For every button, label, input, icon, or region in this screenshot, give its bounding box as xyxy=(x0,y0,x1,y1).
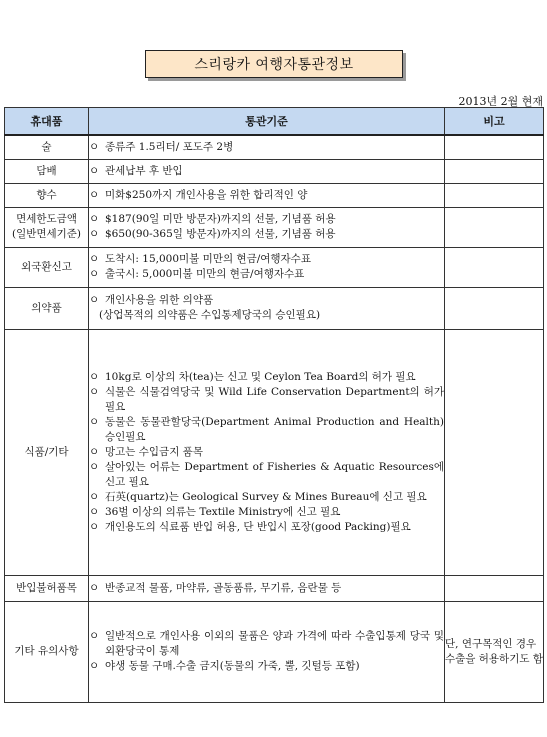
list-item: ㅇ 일반적으로 개인사용 이외의 물품은 양과 가격에 따라 수출입통제 당국 및 외환당국이 통제 xyxy=(89,630,444,657)
standard-cell xyxy=(89,287,445,329)
bullet-mark: ㅇ xyxy=(89,415,100,428)
category-cell: 향수 xyxy=(5,183,89,207)
row-food-etc xyxy=(5,329,544,575)
header-note: 비고 xyxy=(445,108,544,136)
list-item: ㅇ 미화$250까지 개인사용을 위한 합리적인 양 xyxy=(89,188,308,201)
header-category: 휴대품 xyxy=(5,108,89,136)
list-item: ㅇ 도착시: 15,000미불 미만의 현금/여행자수표 xyxy=(89,253,311,265)
row-duty-free-limit xyxy=(5,207,544,247)
list-item: ㅇ 출국시: 5,000미불 미만의 현금/여행자수표 xyxy=(89,268,305,280)
bullet-mark: ㅇ xyxy=(89,660,100,672)
category-cell: 술 xyxy=(5,135,89,159)
list-item: ㅇ 10kg로 이상의 차(tea)는 신고 및 Ceylon Tea Board의 허가 필요 xyxy=(89,370,416,383)
standard-cell xyxy=(89,207,445,247)
bullet-mark: ㅇ xyxy=(89,228,100,240)
bullet-mark: ㅇ xyxy=(89,164,100,177)
standard-cell xyxy=(89,135,445,159)
bullet-mark: ㅇ xyxy=(89,370,100,383)
note-cell xyxy=(445,287,544,329)
bullet-mark: ㅇ xyxy=(89,188,100,201)
category-cell: 외국환신고 xyxy=(5,247,89,287)
category-cell: 반입불허품목 xyxy=(5,575,89,601)
note-cell xyxy=(445,575,544,601)
page-title-text: 스리랑카 여행자통관정보 xyxy=(194,57,354,73)
list-item: ㅇ 종류주 1.5리터/ 포도주 2병 xyxy=(89,140,234,153)
note-cell xyxy=(445,207,544,247)
bullet-mark: ㅇ xyxy=(89,505,100,518)
note-cell xyxy=(445,183,544,207)
category-cell: 식품/기타 xyxy=(5,329,89,575)
bullet-mark: ㅇ xyxy=(89,140,100,153)
standard-cell xyxy=(89,575,445,601)
note-cell xyxy=(445,135,544,159)
standard-cell xyxy=(89,159,445,183)
note-cell xyxy=(445,329,544,575)
medicine-subnote: (상업목적의 의약품은 수입통제당국의 승인필요) xyxy=(99,309,321,321)
row-tobacco xyxy=(5,159,544,183)
category-cell: 기타 유의사항 xyxy=(5,601,89,702)
bullet-mark: ㅇ xyxy=(89,385,100,398)
list-item: ㅇ 동물은 동물관할당국(Department Animal Production and Health) 승인필요 xyxy=(89,415,444,443)
category-cell: 의약품 xyxy=(5,287,89,329)
page-title xyxy=(145,50,403,78)
bullet-mark: ㅇ xyxy=(89,268,100,280)
date-label: 2013년 2월 현재 xyxy=(458,95,543,108)
bullet-mark: ㅇ xyxy=(89,490,100,503)
bullet-mark: ㅇ xyxy=(89,294,100,306)
bullet-mark: ㅇ xyxy=(89,445,100,458)
note-cell: 단, 연구목적인 경우 수출을 허용하기도 함 xyxy=(445,601,544,702)
bullet-mark: ㅇ xyxy=(89,213,100,225)
list-item: ㅇ 야생 동물 구매.수출 금지(동물의 가죽, 뿔, 깃털등 포함) xyxy=(89,660,360,672)
row-alcohol xyxy=(5,135,544,159)
list-item: ㅇ 36벌 이상의 의류는 Textile Ministry에 신고 필요 xyxy=(89,505,341,518)
list-item: ㅇ 반종교적 물품, 마약류, 골동품류, 무기류, 음란물 등 xyxy=(89,581,342,594)
bullet-mark: ㅇ xyxy=(89,520,100,533)
category-cell: 담배 xyxy=(5,159,89,183)
bullet-mark: ㅇ xyxy=(89,581,100,594)
standard-cell xyxy=(89,601,445,702)
row-currency-declaration xyxy=(5,247,544,287)
list-item: ㅇ 살아있는 어류는 Department of Fisheries & Aquatic Resources에 신고 필요 xyxy=(89,460,444,488)
list-item: ㅇ 개인용도의 식료품 반입 허용, 단 반입시 포장(good Packing)필요 xyxy=(89,520,411,533)
row-medicine xyxy=(5,287,544,329)
customs-table xyxy=(4,107,544,703)
list-item: ㅇ 관세납부 후 반입 xyxy=(89,164,183,177)
bullet-mark: ㅇ xyxy=(89,460,100,473)
bullet-mark: ㅇ xyxy=(89,630,100,642)
list-item: ㅇ $650(90-365일 방문자)까지의 선물, 기념품 허용 xyxy=(89,228,336,240)
header-row xyxy=(5,108,544,136)
row-perfume xyxy=(5,183,544,207)
list-item: ㅇ 石英(quartz)는 Geological Survey & Mines Bureau에 신고 필요 xyxy=(89,490,427,503)
bullet-mark: ㅇ xyxy=(89,253,100,265)
list-item: ㅇ 개인사용을 위한 의약품 xyxy=(89,294,214,306)
list-item: ㅇ 식물은 식물검역당국 및 Wild Life Conservation Department의 허가필요 xyxy=(89,385,444,413)
row-prohibited-items xyxy=(5,575,544,601)
category-cell: 면세한도금액 (일반면세기준) xyxy=(5,207,89,247)
list-item: ㅇ $187(90일 미만 방문자)까지의 선물, 기념품 허용 xyxy=(89,213,336,225)
header-standard: 통관기준 xyxy=(89,108,445,136)
note-cell xyxy=(445,247,544,287)
standard-cell xyxy=(89,247,445,287)
note-cell xyxy=(445,159,544,183)
standard-cell xyxy=(89,329,445,575)
standard-cell xyxy=(89,183,445,207)
list-item: ㅇ 망고는 수입금지 품목 xyxy=(89,445,203,458)
row-other-notes xyxy=(5,601,544,702)
